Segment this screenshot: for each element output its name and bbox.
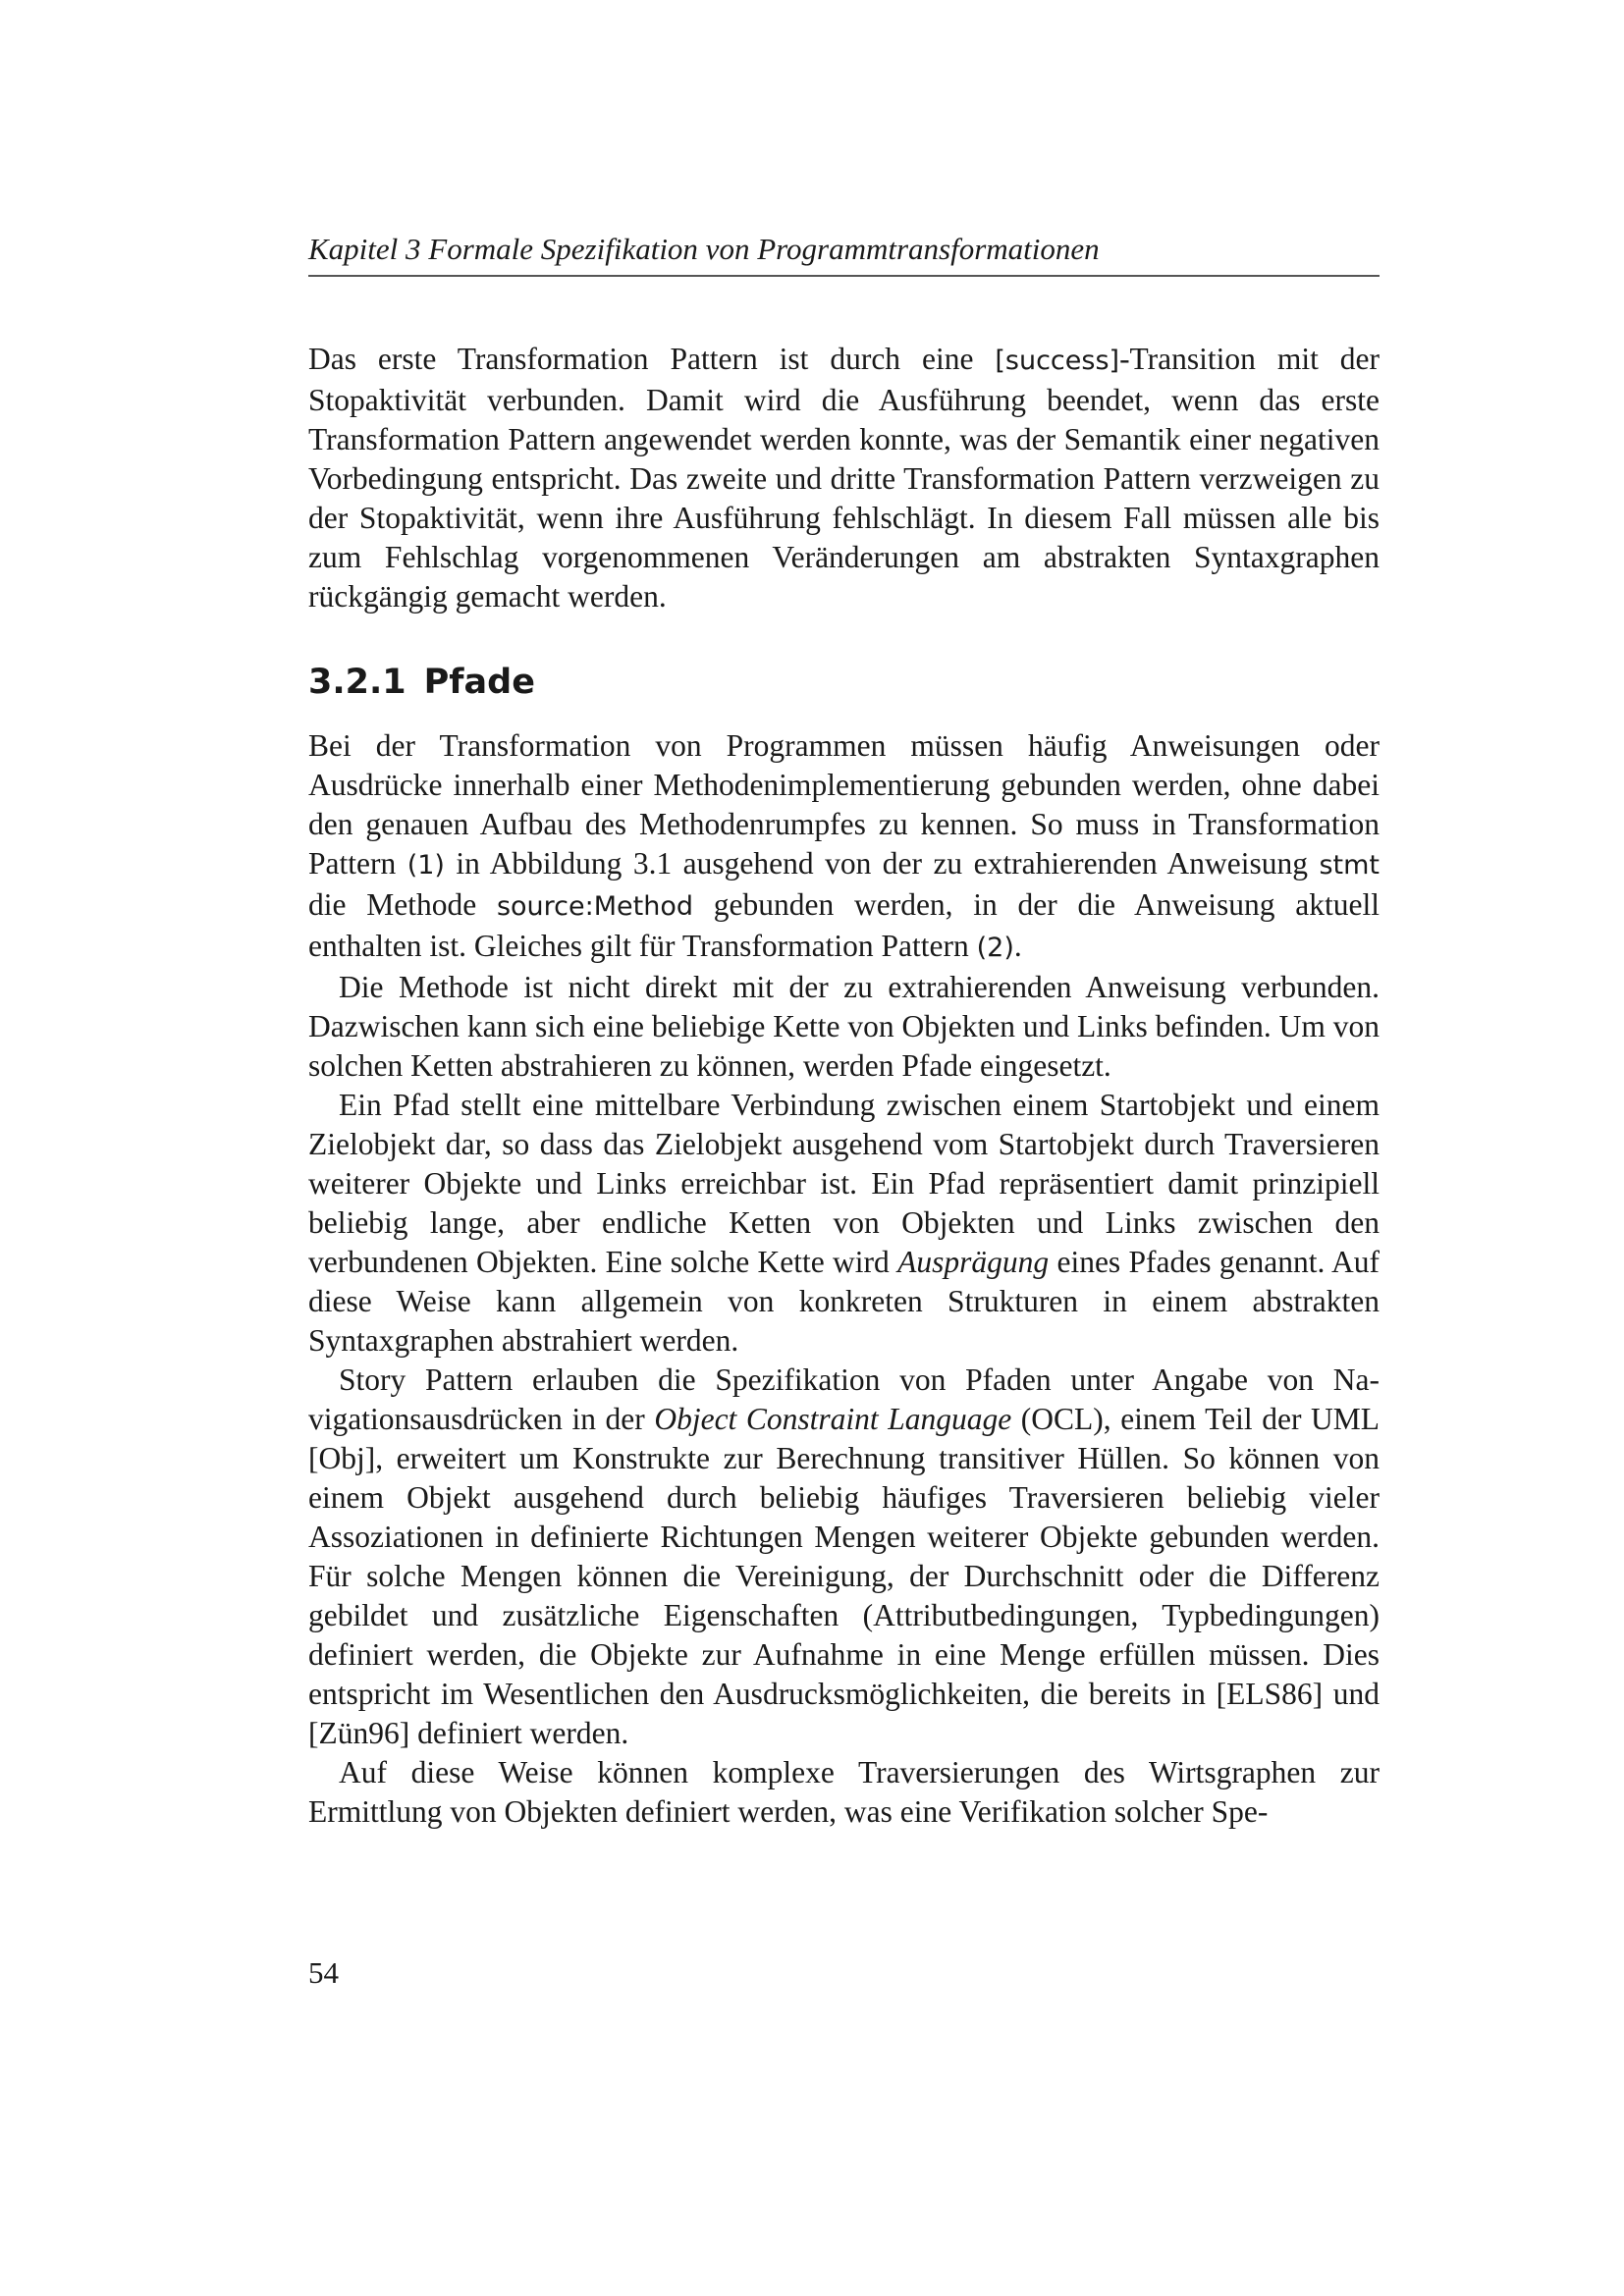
p1-text-3: die Methode	[308, 887, 497, 922]
p4-text-1: Story Pattern erlauben die Spezifikation von Pfaden unter Angabe von Navigationsausdrücken in der	[308, 1362, 1380, 1436]
stmt-code: stmt	[1319, 850, 1380, 881]
p1-text-2: in Abbildung 3.1 ausgehend von der zu extrahierenden Anweisung	[444, 846, 1320, 881]
term-auspraegung: Ausprägung	[897, 1245, 1050, 1279]
intro-text-start: Das erste Transformation Pattern ist durch eine	[308, 342, 996, 376]
p4-text-2: (OCL), einem Teil der UML [Obj], erweitert um Konstrukte zur Berechnung transitiver Hüllen. So können von einem Objekt ausgehend durch beliebig häufiges Traversieren beliebig vieler Assoziationen in definierte Richtungen Mengen weiterer Objekte gebunden werden. Für solche Mengen können die Vereinigung, der Durchschnitt oder die Differenz gebildet und zusätzliche Eigenschaften (Attributbedingungen, Typbedingungen) definiert werden, die Objekte zur Aufnahme in eine Menge erfüllen müssen. Dies entspricht im Wesentlichen den Ausdrucksmöglichkeiten, die bereits in [ELS86] und [Zün96] definiert werden.	[308, 1402, 1380, 1750]
pattern-ref-1: (1)	[406, 850, 445, 881]
p3-text-2: eines Pfades genannt. Auf diese Weise kann allgemein von konkreten Strukturen in einem abstrakten Syntaxgraphen abstrahiert werden.	[308, 1245, 1380, 1358]
term-ocl: Object Constraint Language	[654, 1402, 1012, 1436]
paragraph-1	[308, 726, 1380, 968]
source-method-code: source:Method	[496, 891, 693, 922]
transition-code: [success]	[995, 346, 1120, 376]
pattern-ref-2: (2)	[976, 933, 1014, 963]
p3-text-1: Ein Pfad stellt eine mittelbare Verbindung zwischen einem Startobjekt und einem Zielobjekt dar, so dass das Zielobjekt ausgehend vom Startobjekt durch Traversieren weiterer Objekte und Links erreichbar ist. Ein Pfad repräsentiert damit prinzipiell beliebig lange, aber endliche Ketten von Objekten und Links zwischen den verbundenen Objekten. Eine solche Kette wird	[308, 1088, 1380, 1279]
section-heading	[308, 658, 535, 707]
running-title: Kapitel 3 Formale Spezifikation von Programmtransformationen	[308, 232, 1100, 266]
intro-paragraph	[308, 340, 1380, 616]
paragraph-5: Auf diese Weise können komplexe Traversierungen des Wirtsgraphen zur Ermittlung von Objekten definiert werden, was eine Verifikation solcher Spe-	[308, 1755, 1380, 1829]
section-body	[308, 726, 1380, 1832]
running-header	[308, 224, 1380, 277]
paragraph-2: Die Methode ist nicht direkt mit der zu extrahierenden Anweisung verbunden. Dazwischen kann sich eine beliebige Kette von Objekten und Links befinden. Um von solchen Ketten abstrahieren zu können, werden Pfade eingesetzt.	[308, 970, 1380, 1083]
p1-text-4: gebunden werden, in der die Anweisung aktuell enthalten ist. Gleiches gilt für Transformation Pattern	[308, 887, 1380, 963]
paragraph-4	[308, 1361, 1380, 1753]
p1-text-5: .	[1013, 929, 1022, 963]
page-number: 54	[308, 1955, 339, 1990]
p1-text-1: Bei der Transformation von Programmen müssen häufig Anweisungen oder Ausdrücke innerhalb einer Methodenimplementierung gebunden werden, ohne dabei den genauen Aufbau des Methodenrumpfes zu kennen. So muss in Transformation Pattern	[308, 728, 1380, 881]
section-title: Pfade	[423, 663, 535, 702]
paragraph-3	[308, 1086, 1380, 1361]
intro-text-rest: -Transition mit der Stopaktivität verbunden. Damit wird die Ausführung beendet, wenn das erste Transformation Pattern angewendet werden konnte, was der Semantik einer negativen Vorbedingung entspricht. Das zweite und dritte Transformation Pattern verzweigen zu der Stopaktivität, wenn ihre Ausführung fehlschlägt. In diesem Fall müssen alle bis zum Fehlschlag vorgenommenen Veränderungen am abstrakten Syntaxgraphen rückgängig gemacht werden.	[308, 342, 1380, 614]
section-number: 3.2.1	[308, 663, 406, 702]
